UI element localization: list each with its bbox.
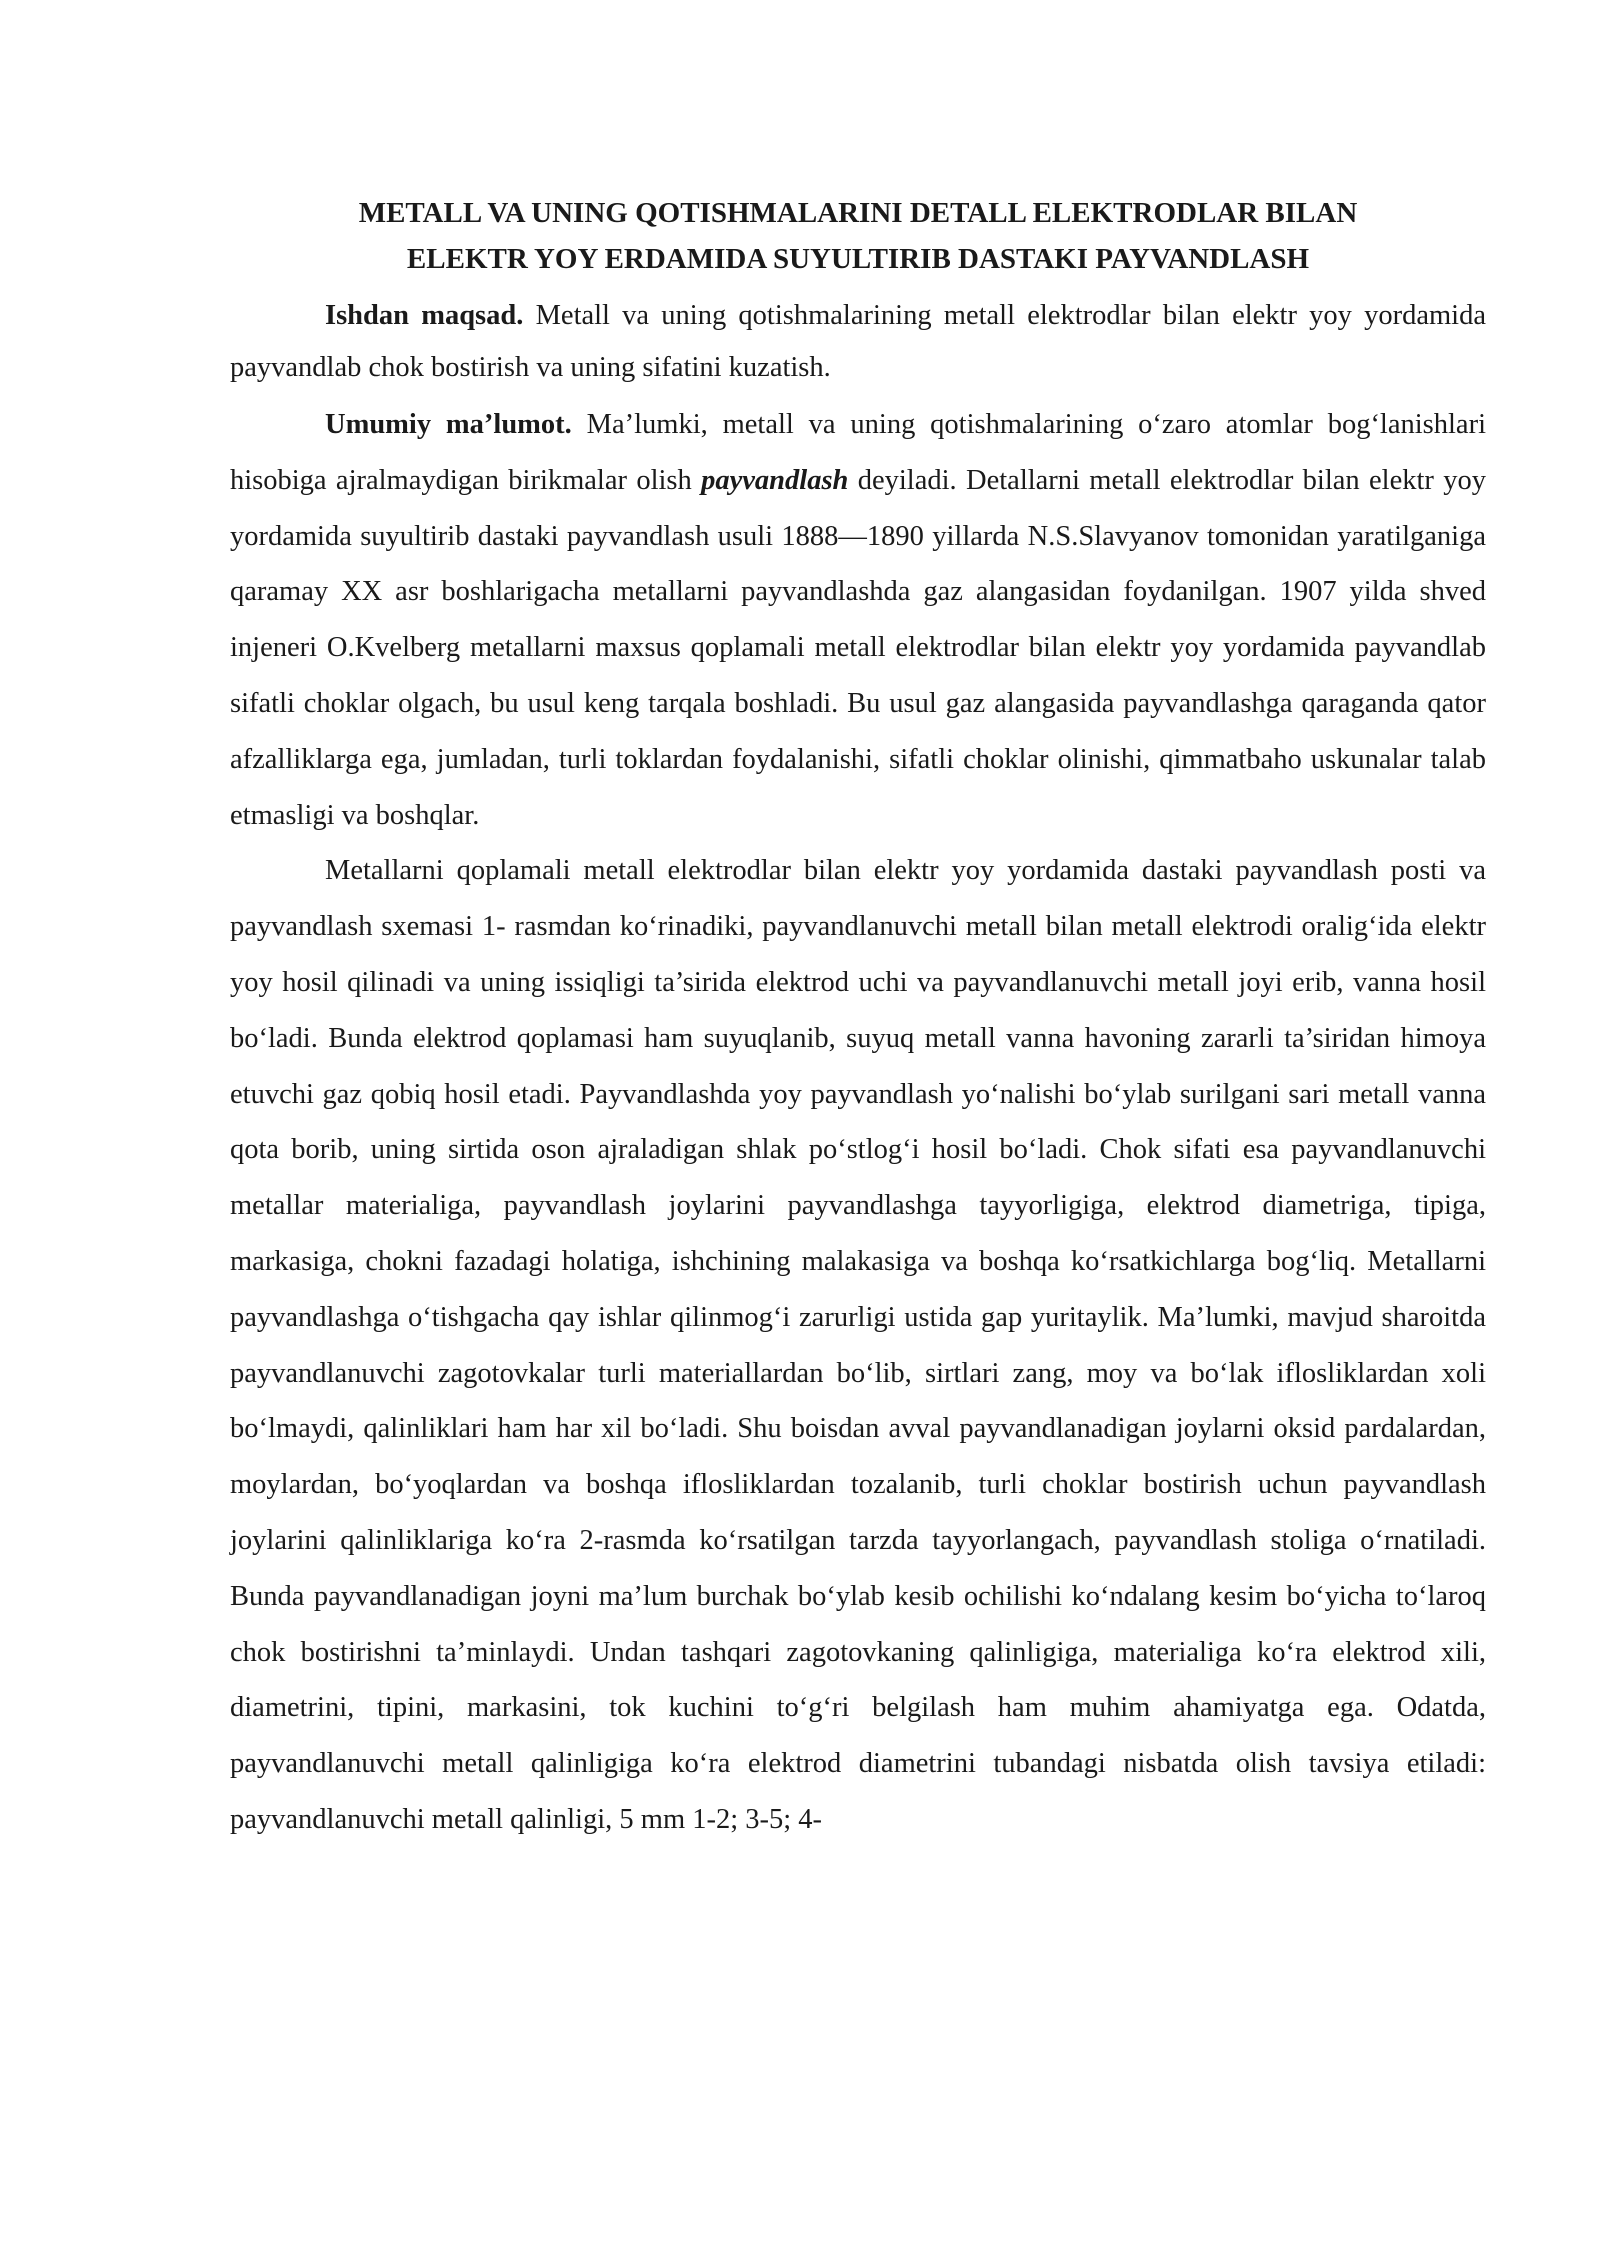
- aim-lead: Ishdan maqsad.: [325, 300, 524, 331]
- general-text-after: deyiladi. Detallarni metall elektrodlar bilan elektr yoy yordamida suyultirib dastaki payvandlash usuli 1888—1890 yillarda N.S.Slavyanov tomonidan yaratilganiga qaramay XX asr boshlarigacha metallarni payvandlashda gaz alangasidan foydanilgan. 1907 yilda shved injeneri O.Kvelberg metallarni maxsus qoplamali metall elektrodlar bilan elektr yoy yordamida payvandlab sifatli choklar olgach, bu usul keng tarqala boshladi. Bu usul gaz alangasida payvandlashga qaraganda qator afzalliklarga ega, jumladan, turli toklardan foydalanishi, sifatli choklar olinishi, qimmatbaho uskunalar talab etmasligi va boshqlar.: [230, 464, 1486, 831]
- process-paragraph: Metallarni qoplamali metall elektrodlar bilan elektr yoy yordamida dastaki payvandlash posti va payvandlash sxemasi 1- rasmdan ko‘rinadiki, payvandlanuvchi metall bilan metall elektrodi oralig‘ida elektr yoy hosil qilinadi va uning issiqligi ta’sirida elektrod uchi va payvandlanuvchi metall joyi erib, vanna hosil bo‘ladi. Bunda elektrod qoplamasi ham suyuqlanib, suyuq metall vanna havoning zararli ta’siridan himoya etuvchi gaz qobiq hosil etadi. Payvandlashda yoy payvandlash yo‘nalishi bo‘ylab surilgani sari metall vanna qota borib, uning sirtida oson ajraladigan shlak po‘stlog‘i hosil bo‘ladi. Chok sifati esa payvandlanuvchi metallar materialiga, payvandlash joylarini payvandlashga tayyorligiga, elektrod diametriga, tipiga, markasiga, chokni fazadagi holatiga, ishchining malakasiga va boshqa ko‘rsatkichlarga bog‘liq. Metallarni payvandlashga o‘tishgacha qay ishlar qilinmog‘i zarurligi ustida gap yuritaylik. Ma’lumki, mavjud sharoitda payvandlanuvchi zagotovkalar turli materiallardan bo‘lib, sirtlari zang, moy va bo‘lak iflosliklardan xoli bo‘lmaydi, qalinliklari ham har xil bo‘ladi. Shu boisdan avval payvandlanadigan joylarni oksid pardalardan, moylardan, bo‘yoqlardan va boshqa iflosliklardan tozalanib, turli choklar bostirish uchun payvandlash joylarini qalinliklariga ko‘ra 2-rasmda ko‘rsatilgan tarzda tayyorlangach, payvandlash stoliga o‘rnatiladi. Bunda payvandlanadigan joyni ma’lum burchak bo‘ylab kesib ochilishi ko‘ndalang kesim bo‘yicha to‘laroq chok bostirishni ta’minlaydi. Undan tashqari zagotovkaning qalinligiga, materialiga ko‘ra elektrod xili, diametrini, tipini, markasini, tok kuchini to‘g‘ri belgilash ham muhim ahamiyatga ega. Odatda, payvandlanuvchi metall qalinligiga ko‘ra elektrod diametrini tubandagi nisbatda olish tavsiya etiladi: payvandlanuvchi metall qalinligi, 5 mm 1-2; 3-5; 4-: [230, 855, 1486, 1835]
- title-line-2: ELEKTR YOY ERDAMIDA SUYULTIRIB DASTAKI PAYVANDLASH: [406, 243, 1310, 275]
- general-lead: Umumiy ma’lumot.: [325, 409, 572, 440]
- title-line-1: METALL VA UNING QOTISHMALARINI DETALL ELEKTRODLAR BILAN: [358, 197, 1358, 229]
- aim-paragraph: [230, 290, 1486, 394]
- aim-text: Metall va uning qotishmalarining metall elektrodlar bilan elektr yoy yordamida payvandlab chok bostirish va uning sifatini kuzatish.: [230, 300, 1487, 383]
- document-page: [230, 190, 1486, 1848]
- general-info-paragraph: [230, 397, 1486, 843]
- general-term: payvandlash: [701, 464, 849, 496]
- document-title: [230, 190, 1486, 282]
- general-text-before: Ma’lumki, metall va uning qotishmalarining o‘zaro atomlar bog‘lanishlari hisobiga ajralmaydigan birikmalar olish: [230, 409, 1486, 496]
